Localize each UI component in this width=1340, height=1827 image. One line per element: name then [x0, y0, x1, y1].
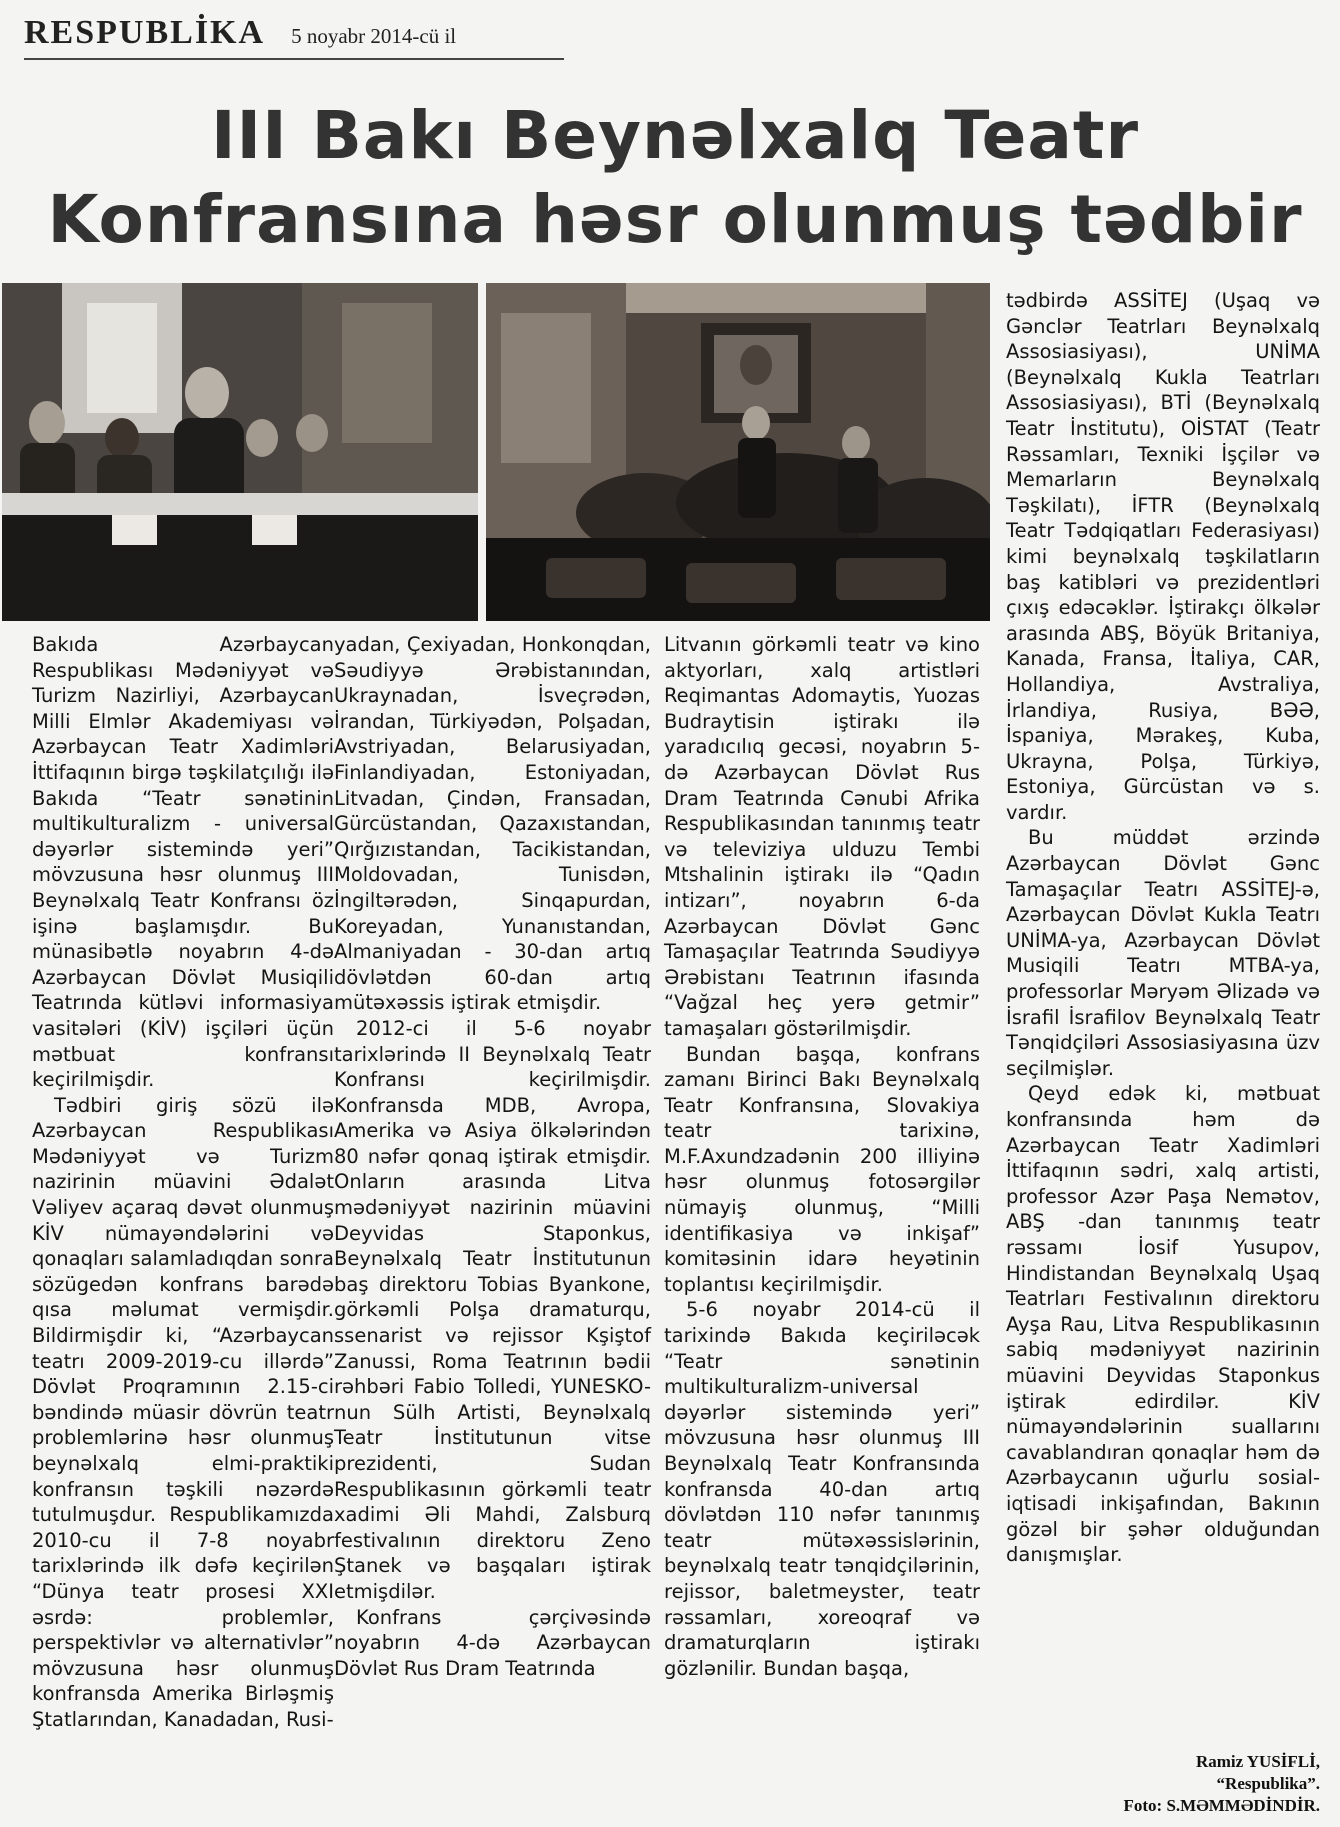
newspaper-name: RESPUBLİKA: [24, 14, 266, 51]
paragraph: Konfrans çərçivəsində noyabrın 4-də Azərbaycan Dövlət Rus Dram Teatrında: [334, 1605, 651, 1680]
paragraph: Bundan başqa, konfrans zamanı Birinci Bakı Beynəlxalq Teatr Konfransına, Slovakiya teatr tarixinə, M.F.Axundzadənin 200 illiyinə həsr olunmuş fotosərgilər nümayiş olunmuş, “Milli identifikasiya və inkişaf” komitəsinin idarə heyətinin toplantısı keçirilmişdir.: [664, 1042, 980, 1296]
paragraph: 5-6 noyabr 2014-cü il tarixində Bakıda keçiriləcək “Teatr sənətinin multikulturalizm-universal dəyərlər sistemində yeri” mövzusuna həsr olunmuş III Beynəlxalq Teatr Konfransında konfransda 40-dan artıq dövlətdən 110 nəfər tanınmış teatr mütəxəssislərinin, beynəlxalq teatr tənqidçilərinin, rejissor, baletmeyster, teatr rəssamları, xoreoqraf və dramaturqların iştirakı gözlənilir. Bundan başqa,: [664, 1298, 980, 1680]
paragraph: yadan, Çexiyadan, Honkonqdan, Səudiyyə Ərəbistanından, Ukraynadan, İsveçrədən, İrandan, Türkiyədən, Polşadan, Avstriyadan, Belarusiyadan, Finlandiyadan, Estoniyadan, Litvadan, Çindən, Fransadan, Gürcüstandan, Qazaxıstandan, Qırğızıstandan, Tacikistandan, Moldovadan, Tunisdən, İngiltərədən, Sinqapurdan, Koreyadan, Yunanıstandan, Almaniyadan - 30-dan artıq dövlətdən 60-dan artıq mütəxəssis iştirak etmişdir.: [334, 633, 651, 1015]
press-conference-photo: [2, 283, 478, 621]
paragraph: Bakıda Azərbaycan Respublikası Mədəniyyət və Turizm Nazirliyi, Azərbaycan Milli Elmlər Akademiyası və Azərbaycan Teatr Xadimləri İttifaqının birgə təşkilatçılığı ilə Bakıda “Teatr sənətinin multikulturalizm - universal dəyərlər sistemində yeri” mövzusuna həsr olunmuş III Beynəlxalq Teatr Konfransı öz işinə başlamışdır. Bu münasibətlə noyabrın 4-də Azərbaycan Dövlət Musiqili Teatrında kütləvi informasiya vasitələri (KİV) işçiləri üçün mətbuat konfransı keçirilmişdir.: [32, 633, 334, 1092]
newspaper-credit: “Respublika”.: [1216, 1774, 1320, 1793]
masthead-rule: [24, 58, 564, 60]
paragraph: 2012-ci il 5-6 noyabr tarixlərində II Beynəlxalq Teatr Konfransı keçirilmişdir. Konfransda MDB, Avropa, Amerika və Asiya ölkələrindən 80 nəfər qonaq iştirak etmişdir. Onların arasında Litva mədəniyyət nazirinin müavini Deyvidas Staponkus, Beynəlxalq Teatr İnstitutunun baş direktoru Tobias Byankone, görkəmli Polşa dramaturqu, ssenarist və rejissor Kşiştof Zanussi, Roma Teatrının bədii rəhbəri Fabio Tolledi, YUNESKO-nun Sülh Artisti, Beynəlxalq Teatr İnstitutunun vitse prezidenti, Sudan Respublikasının görkəmli teatr xadimi Əli Mahdi, Zalsburq festivalının direktoru Zeno Ştanek və başqaları iştirak etmişdilər.: [334, 1016, 651, 1603]
article-column-4: [1006, 288, 1320, 1568]
article-column-1: [32, 632, 334, 1733]
issue-date: 5 noyabr 2014-cü il: [291, 24, 457, 48]
article-column-3: [664, 632, 980, 1681]
photo-credit: Foto: S.MƏMMƏDİNDİR.: [1123, 1796, 1320, 1815]
article-column-2: [334, 632, 651, 1681]
audience-photo: [486, 283, 990, 621]
paragraph: Tədbiri giriş sözü ilə Azərbaycan Respublikası Mədəniyyət və Turizm nazirinin müavini Ədalət Vəliyev açaraq dəvət olunmuş KİV nümayəndələrini və qonaqları salamladıqdan sonra sözügedən konfrans barədə qısa məlumat vermişdir. Bildirmişdir ki, “Azərbaycan teatrı 2009-2019-cu illərdə” Dövlət Proqramının 2.15-ci bəndində müasir dövrün teatr problemlərinə həsr olunmuş beynəlxalq elmi-praktiki konfransın təşkili nəzərdə tutulmuşdur. Respublikamızda 2010-cu il 7-8 noyabr tarixlərində ilk dəfə keçirilən “Dünya teatr prosesi XXI əsrdə: problemlər, perspektivlər və alternativlər” mövzusuna həsr olunmuş konfransda Amerika Birləşmiş Ştatlarından, Kanadadan, Rusi-: [32, 1093, 334, 1731]
headline: [30, 94, 1320, 262]
author-name: Ramiz YUSİFLİ,: [1195, 1752, 1320, 1771]
paragraph: Litvanın görkəmli teatr və kino aktyorları, xalq artistləri Reqimantas Adomaytis, Yuozas Budraytisin iştirakı ilə yaradıcılıq gecəsi, noyabrın 5-də Azərbaycan Dövlət Rus Dram Teatrında Cənubi Afrika Respublikasından tanınmış teatr və televiziya ulduzu Tembi Mtshalinin iştirakı ilə “Qadın intizarı”, noyabrın 6-da Azərbaycan Dövlət Gənc Tamaşaçılar Teatrında Səudiyyə Ərəbistanı Teatrının ifasında “Vağzal heç yerə getmir” tamaşaları göstərilmişdir.: [664, 633, 980, 1040]
paragraph: Qeyd edək ki, mətbuat konfransında həm də Azərbaycan Teatr Xadimləri İttifaqının sədri, xalq artisti, professor Azər Paşa Nemətov, ABŞ -dan tanınmış teatr rəssamı İosif Yusupov, Hindistandan Beynəlxalq Uşaq Teatrları Festivalının direktoru Ayşa Rau, Litva Respublikasının sabiq mədəniyyət nazirinin müavini Deyvidas Staponkus iştirak edirdilər. KİV nümayəndələrinin suallarını cavablandıran qonaqlar həm də Azərbaycanın uğurlu sosial-iqtisadi inkişafından, Bakının gözəl bir şəhər olduğundan danışmışlar.: [1006, 1082, 1320, 1567]
headline-line-1: III Bakı Beynəlxalq Teatr: [210, 97, 1140, 174]
byline: [1000, 1751, 1320, 1817]
masthead: [24, 14, 456, 52]
paragraph: Bu müddət ərzində Azərbaycan Dövlət Gənc Tamaşaçılar Teatrı ASSİTEJ-ə, Azərbaycan Dövlət Kukla Teatrı UNİMA-ya, Azərbaycan Dövlət Musiqili Teatrı MTBA-ya, professorlar Məryəm Əlizadə və İsrafil İsrafilov Beynəlxalq Teatr Tənqidçiləri Assosiasiyasına üzv seçilmişlər.: [1006, 826, 1320, 1080]
paragraph: tədbirdə ASSİTEJ (Uşaq və Gənclər Teatrları Beynəlxalq Assosiasiyası), UNİMA (Beynəlxalq Kukla Teatrları Assosiasiyası), BTİ (Beynəlxalq Teatr İnstitutu), OİSTAT (Teatr Rəssamları, Texniki İşçilər və Memarların Beynəlxalq Təşkilatı), İFTR (Beynəlxalq Teatr Tədqiqatları Federasiyası) kimi beynəlxalq təşkilatların baş katibləri və prezidentləri çıxış edəcəklər. İştirakçı ölkələr arasında ABŞ, Böyük Britaniya, Kanada, Fransa, İtaliya, CAR, Hollandiya, Avstraliya, İrlandiya, Rusiya, BƏƏ, İspaniya, Mərakeş, Kuba, Ukrayna, Polşa, Türkiyə, Estoniya, Gürcüstan və s. vardır.: [1006, 289, 1320, 824]
headline-line-2: Konfransına həsr olunmuş tədbir: [47, 181, 1303, 258]
